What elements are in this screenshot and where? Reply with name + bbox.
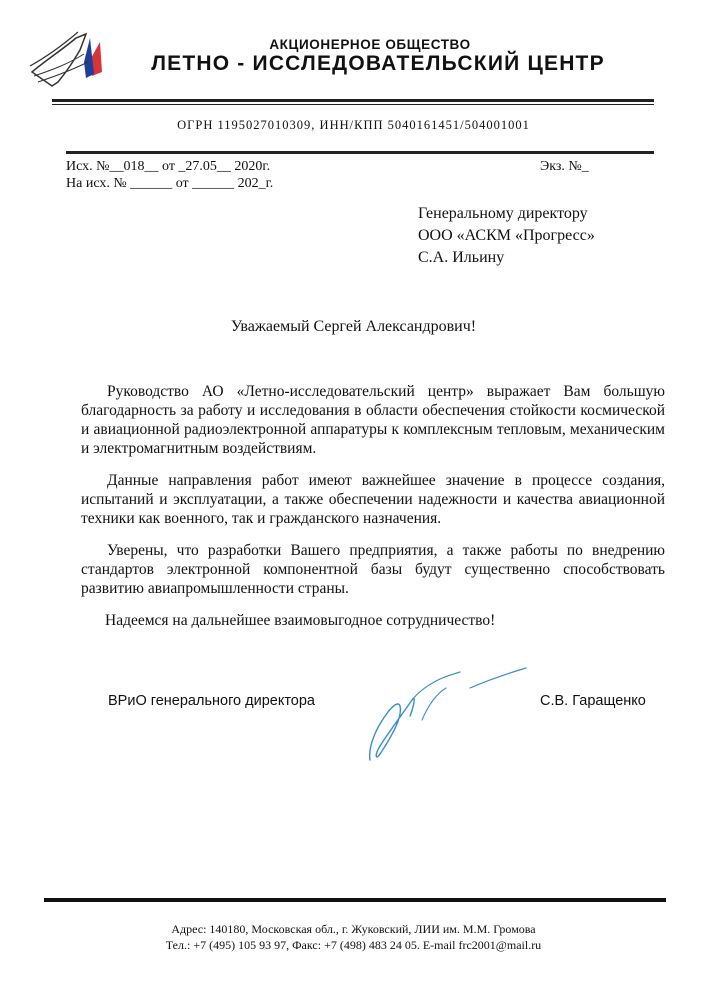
body-paragraph: Надеемся на дальнейшее взаимовыгодное сотрудничество!: [105, 612, 496, 629]
outgoing-number: Исх. №__018__ от _27.05__ 2020г.: [66, 159, 271, 174]
body-paragraph: Руководство АО «Летно-исследовательский центр» выражает Вам большую благодарность за работу и исследования в области обеспечения стойкости космической и авиационной радиоэлектронной аппаратуры к комплексным тепловым, механическим и электромагнитным воздействиям.: [81, 383, 665, 457]
recipient-block: [418, 203, 595, 269]
body-paragraph: Уверены, что разработки Вашего предприятия, а также работы по внедрению стандартов электронной компонентной базы будут существенно способствовать развитию авиапромышленности страны.: [81, 542, 665, 597]
header-rule-thick: [52, 99, 654, 102]
signatory-name: С.В. Гаращенко: [540, 693, 646, 709]
handwritten-signature: [350, 660, 550, 770]
salutation: Уважаемый Сергей Александрович!: [230, 318, 477, 335]
recipient-company: ООО «АСКМ «Прогресс»: [418, 227, 595, 244]
incoming-number: На исх. № ______ от ______ 202_г.: [66, 176, 274, 191]
recipient-name: С.А. Ильину: [418, 249, 505, 266]
signatory-position: ВРиО генерального директора: [108, 693, 316, 709]
footer-phone-email: Тел.: +7 (495) 105 93 97, Факс: +7 (498) 483 24 05. E-mail frc2001@mail.ru: [165, 938, 542, 952]
footer-contacts: [0, 921, 707, 953]
company-logo: [28, 30, 128, 90]
header-rule-thin: [52, 104, 654, 105]
reference-rule: [66, 151, 654, 154]
body-paragraph: Данные направления работ имеют важнейшее значение в процессе создания, испытаний и эксплуатации, а также обеспечении надежности и качества авиационной техники как военного, так и гражданского назначения.: [81, 472, 665, 527]
footer-rule: [44, 898, 666, 902]
org-type: АКЦИОНЕРНОЕ ОБЩЕСТВО: [269, 37, 471, 52]
letter-body: [81, 382, 665, 643]
recipient-position: Генеральному директору: [418, 205, 588, 222]
footer-address: Адрес: 140180, Московская обл., г. Жуковский, ЛИИ им. М.М. Громова: [171, 922, 536, 936]
org-name: ЛЕТНО - ИССЛЕДОВАТЕЛЬСКИЙ ЦЕНТР: [151, 52, 605, 75]
copy-number: Экз. №_: [540, 159, 589, 174]
registration-numbers: ОГРН 1195027010309, ИНН/КПП 5040161451/504001001: [177, 118, 530, 132]
